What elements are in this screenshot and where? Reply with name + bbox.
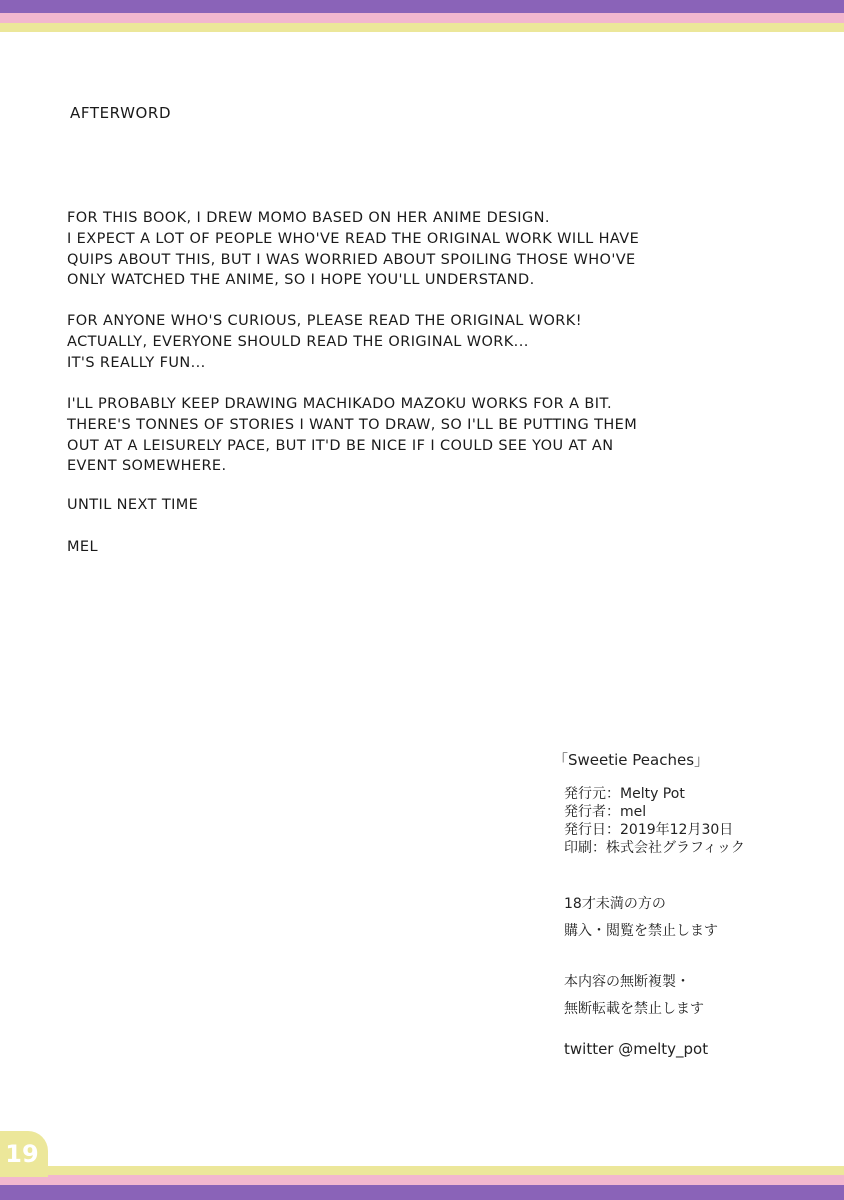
author: 発行者：mel <box>564 804 647 820</box>
page-number-tab <box>0 1131 48 1177</box>
text-line: 購入・閲覧を禁止します <box>564 923 718 939</box>
bottom-purple-stripe <box>0 1185 844 1200</box>
text-line: THERE'S TONNES OF STORIES I WANT TO DRAW, SO I'LL BE PUTTING THEM <box>67 416 638 433</box>
text-line: QUIPS ABOUT THIS, BUT I WAS WORRIED ABOUT SPOILING THOSE WHO'VE <box>67 251 636 268</box>
text-line: IT'S REALLY FUN... <box>67 354 206 371</box>
text-line: ACTUALLY, EVERYONE SHOULD READ THE ORIGINAL WORK... <box>67 333 529 350</box>
afterword-paragraph-2 <box>67 311 582 373</box>
text-line: FOR ANYONE WHO'S CURIOUS, PLEASE READ THE ORIGINAL WORK! <box>67 313 582 329</box>
publisher: 発行元：Melty Pot <box>564 786 685 802</box>
copy-warning <box>564 969 704 1023</box>
book-title: 「Sweetie Peaches」 <box>553 751 710 769</box>
printer: 印刷：株式会社グラフィック <box>564 840 745 856</box>
top-pink-stripe <box>0 13 844 23</box>
closing-line: UNTIL NEXT TIME <box>67 497 199 513</box>
publication-date: 発行日：2019年12月30日 <box>564 822 734 838</box>
text-line: OUT AT A LEISURELY PACE, BUT IT'D BE NICE IF I COULD SEE YOU AT AN <box>67 437 614 454</box>
twitter-handle: twitter @melty_pot <box>564 1040 709 1058</box>
text-line: 無断転載を禁止します <box>564 1001 704 1017</box>
text-line: FOR THIS BOOK, I DREW MOMO BASED ON HER ANIME DESIGN. <box>67 210 550 226</box>
text-line: I EXPECT A LOT OF PEOPLE WHO'VE READ THE ORIGINAL WORK WILL HAVE <box>67 230 640 247</box>
text-line: EVENT SOMEWHERE. <box>67 458 227 475</box>
afterword-title: AFTERWORD <box>70 104 172 122</box>
top-yellow-stripe <box>0 23 844 32</box>
bottom-pink-stripe <box>0 1175 844 1185</box>
text-line: ONLY WATCHED THE ANIME, SO I HOPE YOU'LL UNDERSTAND. <box>67 272 535 289</box>
text-line: 本内容の無断複製・ <box>564 974 690 990</box>
top-purple-stripe <box>0 0 844 13</box>
bottom-yellow-stripe <box>0 1166 844 1175</box>
signature: MEL <box>67 539 98 555</box>
age-warning <box>564 891 718 945</box>
page-number: 19 <box>5 1140 39 1168</box>
text-line: 18才未満の方の <box>564 896 666 912</box>
publication-info <box>564 785 745 857</box>
afterword-paragraph-3 <box>67 394 637 477</box>
text-line: I'LL PROBABLY KEEP DRAWING MACHIKADO MAZOKU WORKS FOR A BIT. <box>67 396 613 412</box>
afterword-paragraph-1 <box>67 208 639 291</box>
